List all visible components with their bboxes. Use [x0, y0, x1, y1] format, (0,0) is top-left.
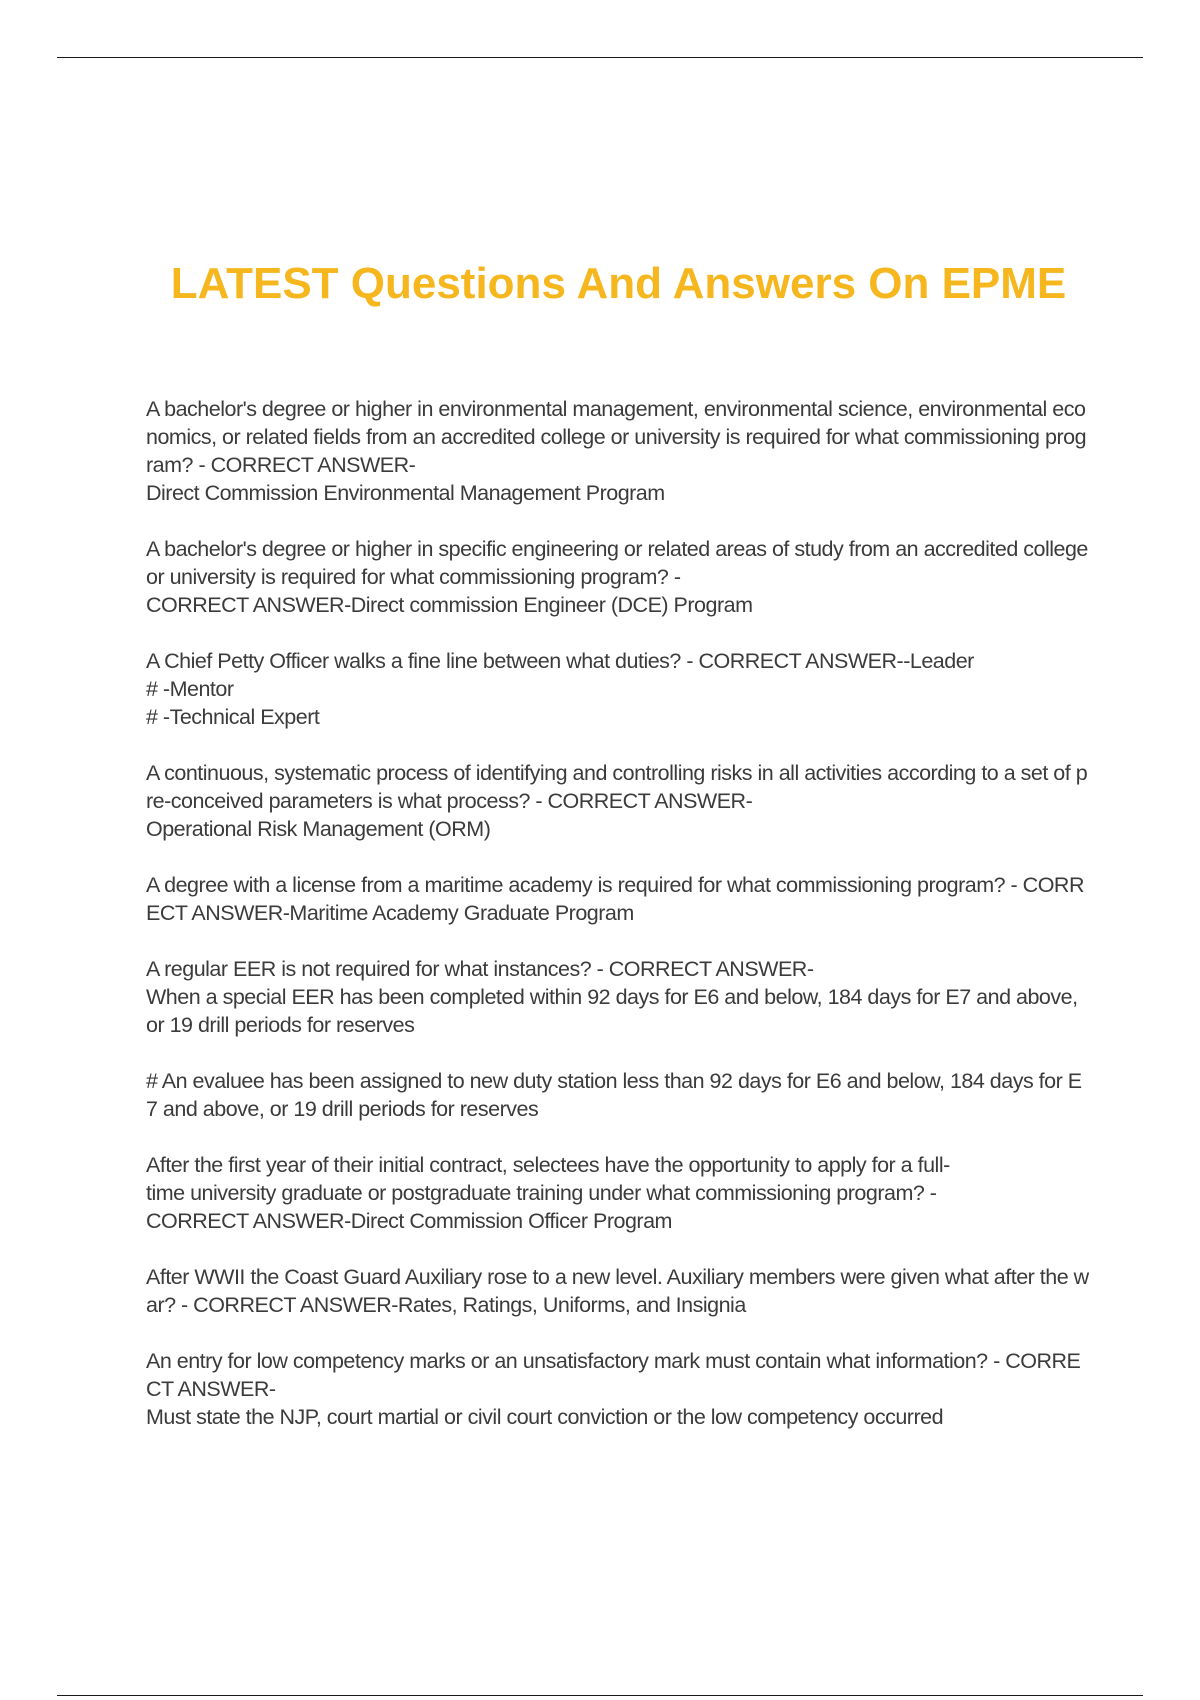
qa-entry: A bachelor's degree or higher in environmental management, environmental science, environmental economics, or related fields from an accredited college or university is required for what commissioning program? - CORRECT ANSWER- Direct Commission Environmental Management Program [146, 397, 1087, 505]
qa-entry: After the first year of their initial contract, selectees have the opportunity to apply for a full- time university graduate or postgraduate training under what commissioning program? - CORRECT ANSWER-Direct Commission Officer Program [146, 1153, 950, 1233]
qa-entry: A Chief Petty Officer walks a fine line between what duties? - CORRECT ANSWER--Leader # -Mentor # -Technical Expert [146, 649, 974, 729]
qa-entry: A bachelor's degree or higher in specific engineering or related areas of study from an accredited college or university is required for what commissioning program? - CORRECT ANSWER-Direct commission Engineer (DCE) Program [146, 537, 1088, 617]
qa-entry: A degree with a license from a maritime academy is required for what commissioning program? - CORRECT ANSWER-Maritime Academy Graduate Program [146, 873, 1084, 925]
qa-entry: A continuous, systematic process of identifying and controlling risks in all activities according to a set of pre-conceived parameters is what process? - CORRECT ANSWER- Operational Risk Management (ORM) [146, 761, 1088, 841]
qa-list [146, 395, 1091, 1459]
bottom-rule [57, 1695, 1143, 1696]
qa-entry: # An evaluee has been assigned to new duty station less than 92 days for E6 and below, 184 days for E7 and above, or 19 drill periods for reserves [146, 1069, 1082, 1121]
top-rule [57, 57, 1143, 58]
qa-entry: A regular EER is not required for what instances? - CORRECT ANSWER- When a special EER has been completed within 92 days for E6 and below, 184 days for E7 and above, or 19 drill periods for reserves [146, 957, 1078, 1037]
page-title: LATEST Questions And Answers On EPME [170, 259, 1067, 308]
qa-entry: An entry for low competency marks or an unsatisfactory mark must contain what information? - CORRECT ANSWER- Must state the NJP, court martial or civil court conviction or the low competency occurred [146, 1349, 1081, 1429]
qa-entry: After WWII the Coast Guard Auxiliary rose to a new level. Auxiliary members were given what after the war? - CORRECT ANSWER-Rates, Ratings, Uniforms, and Insignia [146, 1265, 1089, 1317]
